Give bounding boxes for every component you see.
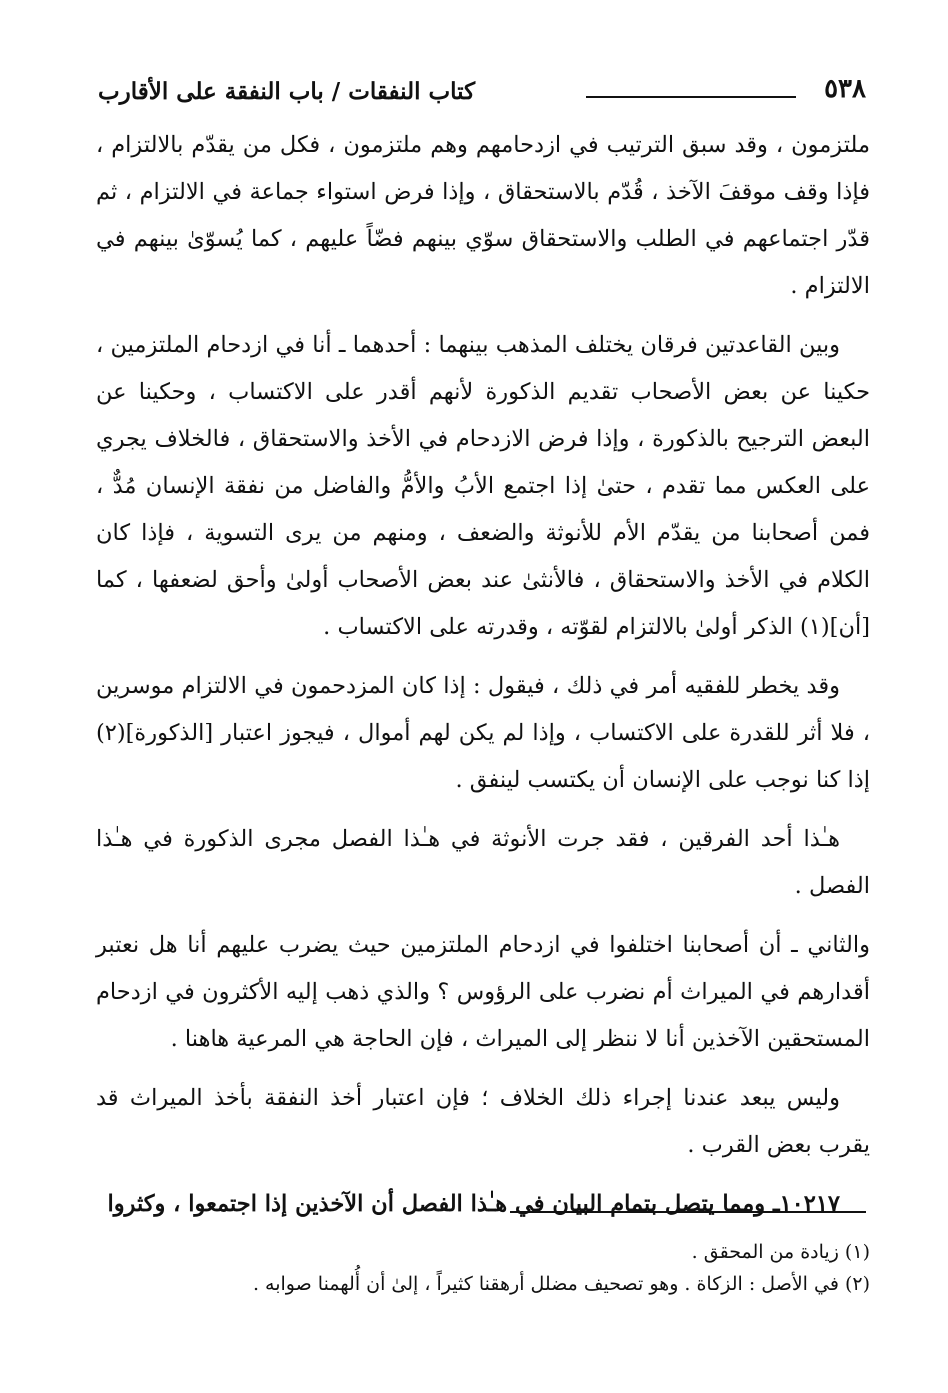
page-header: [98, 74, 866, 114]
main-text: [96, 122, 870, 1240]
page-number: ٥٣٨: [824, 74, 866, 104]
footnotes: [96, 1236, 870, 1300]
paragraph: هـٰذا أحد الفرقين ، فقد جرت الأنوثة في هـٰذا الفصل مجرى الذكورة في هـٰذا الفصل .: [96, 826, 870, 899]
footnote-separator: [510, 1211, 866, 1213]
footnote: (١) زيادة من المحقق .: [691, 1241, 870, 1263]
paragraph: وقد يخطر للفقيه أمر في ذلك ، فيقول : إذا كان المزدحمون في الالتزام موسرين ، فلا أثر للقدرة على الاكتساب ، وإذا لم يكن لهم أموال ، فيجوز اعتبار [الذكورة](٢) إذا كنا نوجب على الإنسان أن يكتسب لينفق .: [96, 673, 870, 793]
paragraph: ملتزمون ، وقد سبق الترتيب في ازدحامهم وهم ملتزمون ، فكل من يقدّم بالالتزام ، فإذا وقف موقفَ الآخذ ، قُدّم بالاستحقاق ، وإذا فرض استواء جماعة في الالتزام ، ثم قدّر اجتماعهم في الطلب والاستحقاق سوّي بينهم فضّاً عليهم ، كما يُسوّىٰ بينهم في الالتزام .: [96, 132, 870, 299]
header-rule: [586, 96, 796, 98]
footnote: (٢) في الأصل : الزكاة . وهو تصحيف مضلل أرهقنا كثيراً ، إلىٰ أن أُلهمنا صوابه .: [252, 1273, 870, 1295]
paragraph: وليس يبعد عندنا إجراء ذلك الخلاف ؛ فإن اعتبار أخذ النفقة بأخذ الميراث قد يقرب بعض القرب .: [96, 1085, 870, 1158]
paragraph: والثاني ـ أن أصحابنا اختلفوا في ازدحام الملتزمين حيث يضرب عليهم أنا هل نعتبر أقدارهم في الميراث أم نضرب على الرؤوس ؟ والذي ذهب إليه الأكثرون في ازدحام المستحقين الآخذين أنا لا ننظر إلى الميراث ، فإن الحاجة هي المرعية هاهنا .: [96, 932, 870, 1052]
paragraph: وبين القاعدتين فرقان يختلف المذهب بينهما : أحدهما ـ أنا في ازدحام الملتزمين ، حكينا عن بعض الأصحاب تقديم الذكورة لأنهم أقدر على الاكتساب ، وحكينا عن البعض الترجيح بالذكورة ، وإذا فرض الازدحام في الأخذ والاستحقاق ، فالخلاف يجري على العكس مما تقدم ، حتىٰ إذا اجتمع الأبُ والأمُّ والفاضل من نفقة الإنسان مُدٌّ ، فمن أصحابنا من يقدّم الأم للأنوثة والضعف ، ومنهم من يرى التسوية ، فإذا كان الكلام في الأخذ والاستحقاق ، فالأنثىٰ عند بعض الأصحاب أولىٰ وأحق لضعفها ، كما [أن](١) الذكر أولىٰ بالالتزام لقوّته ، وقدرته على الاكتساب .: [96, 332, 870, 640]
paragraph: ١٠٢١٧ـ ومما يتصل بتمام البيان في هـٰذا الفصل أن الآخذين إذا اجتمعوا ، وكثروا: [107, 1191, 840, 1217]
running-title: كتاب النفقات / باب النفقة على الأقارب: [98, 78, 476, 105]
